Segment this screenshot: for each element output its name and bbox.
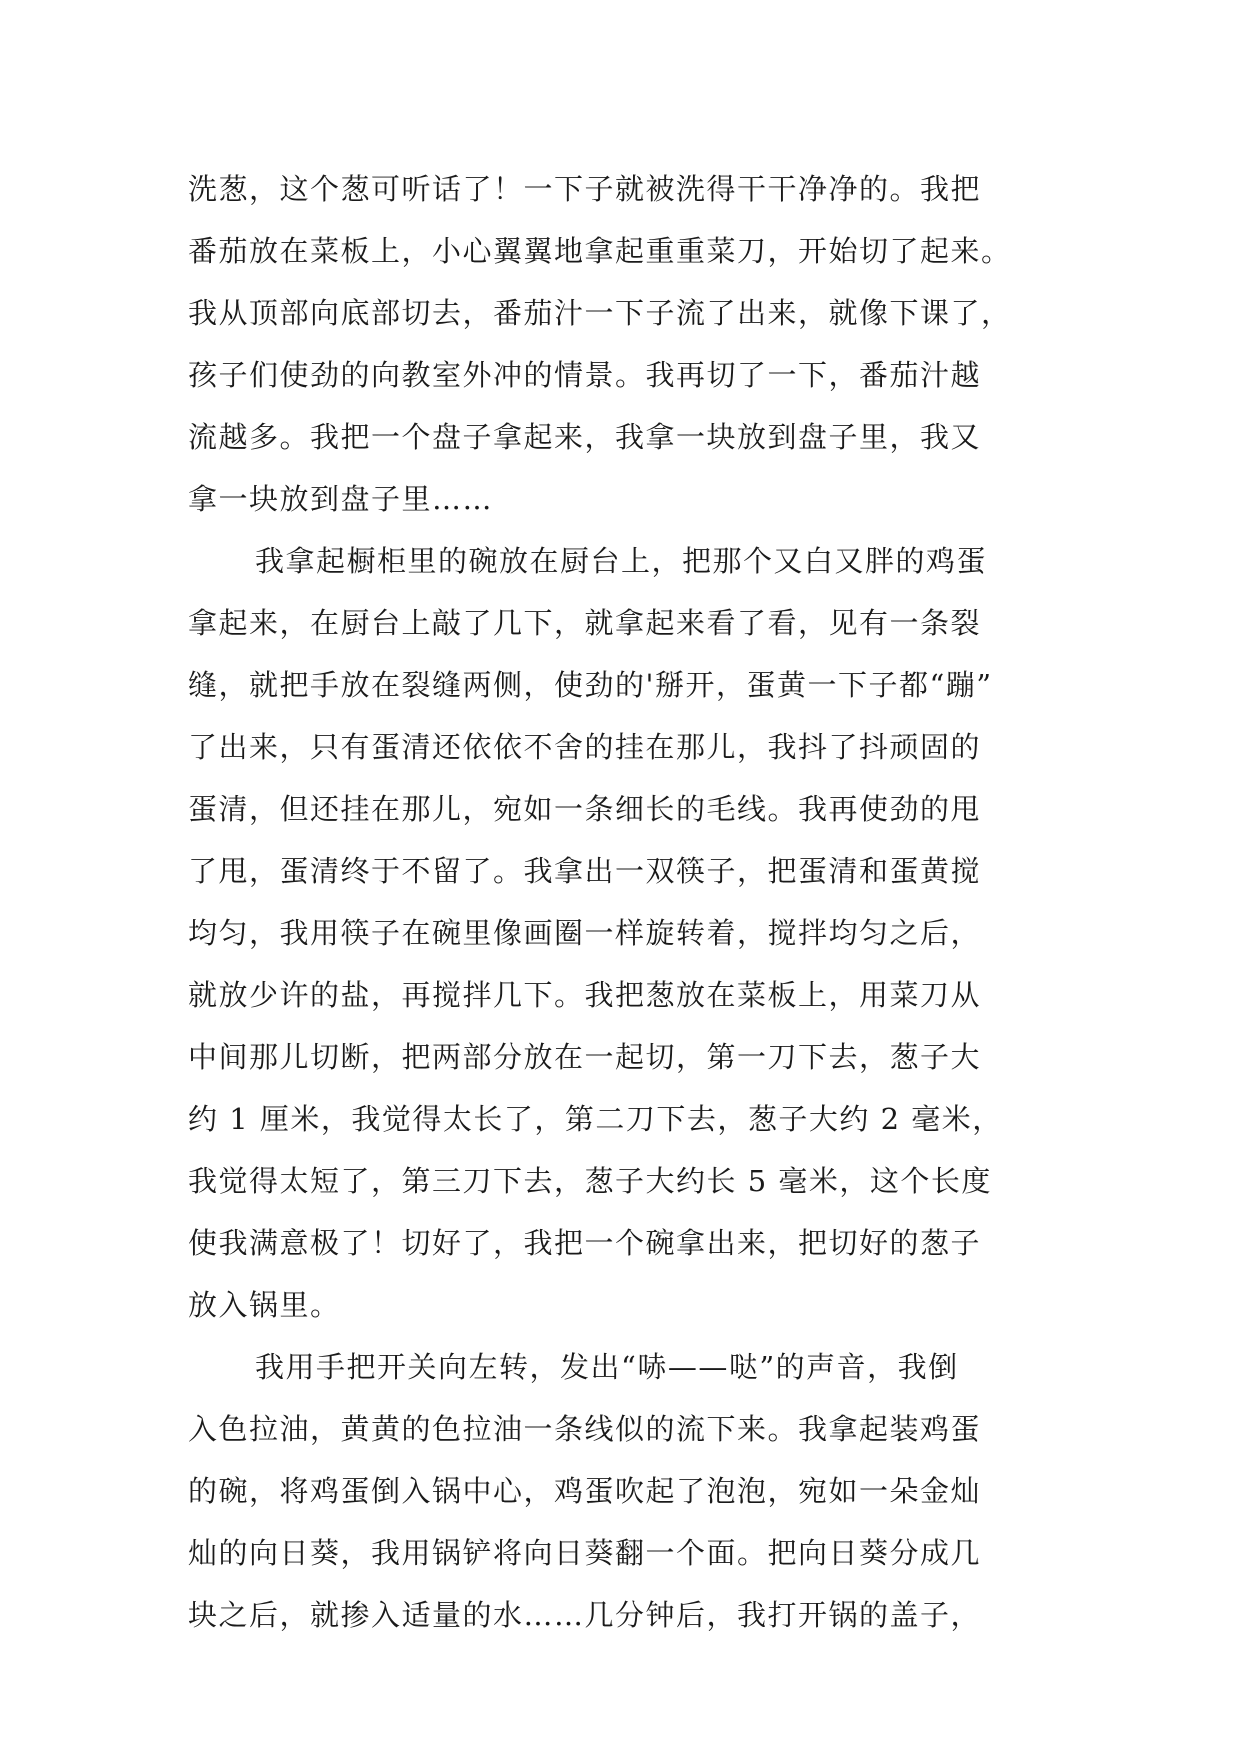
- text-line: 中间那儿切断，把两部分放在一起切，第一刀下去，葱子大: [188, 1040, 982, 1074]
- text-line: 就放少许的盐，再搅拌几下。我把葱放在菜板上，用菜刀从: [188, 978, 982, 1012]
- text-line: 均匀，我用筷子在碗里像画圈一样旋转着，搅拌均匀之后，: [188, 916, 982, 950]
- body-text: [188, 158, 1068, 1646]
- text-line: 我用手把开关向左转，发出“哧——哒”的声音，我倒: [255, 1350, 959, 1384]
- text-line: 入色拉油，黄黄的色拉油一条线似的流下来。我拿起装鸡蛋: [188, 1412, 982, 1446]
- text-line: 我觉得太短了，第三刀下去，葱子大约长 5 毫米，这个长度: [188, 1164, 992, 1198]
- text-line: 番茄放在菜板上，小心翼翼地拿起重重菜刀，开始切了起来。: [188, 234, 1012, 268]
- text-line: 蛋清，但还挂在那儿，宛如一条细长的毛线。我再使劲的甩: [188, 792, 982, 826]
- text-line: 孩子们使劲的向教室外冲的情景。我再切了一下，番茄汁越: [188, 358, 982, 392]
- text-line: 流越多。我把一个盘子拿起来，我拿一块放到盘子里，我又: [188, 420, 982, 454]
- text-line: 洗葱，这个葱可听话了！一下子就被洗得干干净净的。我把: [188, 172, 982, 206]
- text-line: 放入锅里。: [188, 1288, 341, 1322]
- text-line: 我拿起橱柜里的碗放在厨台上，把那个又白又胖的鸡蛋: [255, 544, 988, 578]
- text-line: 我从顶部向底部切去，番茄汁一下子流了出来，就像下课了，: [188, 296, 1012, 330]
- text-line: 使我满意极了！切好了，我把一个碗拿出来，把切好的葱子: [188, 1226, 982, 1260]
- text-line: 灿的向日葵，我用锅铲将向日葵翻一个面。把向日葵分成几: [188, 1536, 982, 1570]
- text-line: 了甩，蛋清终于不留了。我拿出一双筷子，把蛋清和蛋黄搅: [188, 854, 982, 888]
- text-line: 拿一块放到盘子里……: [188, 482, 494, 516]
- text-line: 块之后，就掺入适量的水……几分钟后，我打开锅的盖子，: [188, 1598, 982, 1632]
- text-line: 了出来，只有蛋清还依依不舍的挂在那儿，我抖了抖顽固的: [188, 730, 982, 764]
- text-line: 拿起来，在厨台上敲了几下，就拿起来看了看，见有一条裂: [188, 606, 982, 640]
- text-line: 约 1 厘米，我觉得太长了，第二刀下去，葱子大约 2 毫米，: [188, 1102, 1003, 1136]
- text-line: 的碗，将鸡蛋倒入锅中心，鸡蛋吹起了泡泡，宛如一朵金灿: [188, 1474, 982, 1508]
- text-line: 缝，就把手放在裂缝两侧，使劲的'掰开，蛋黄一下子都“蹦”: [188, 668, 993, 702]
